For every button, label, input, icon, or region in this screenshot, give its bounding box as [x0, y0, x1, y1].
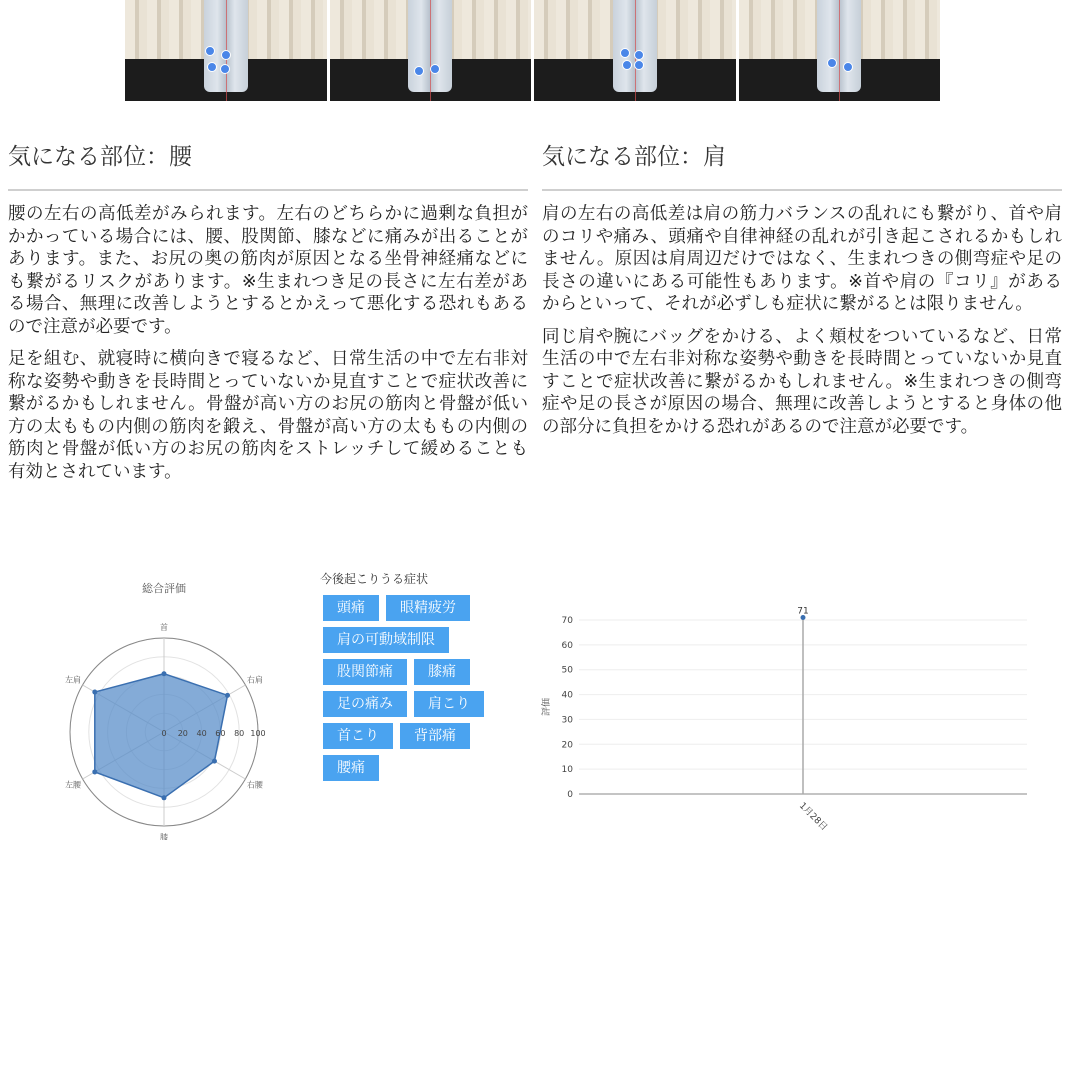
- radar-tick-label: 0: [161, 729, 167, 738]
- symptom-tag-list: [320, 595, 510, 787]
- posture-photo: [739, 0, 941, 101]
- radar-point: [162, 795, 167, 800]
- posture-photo: [125, 0, 327, 101]
- section-paragraph: 同じ肩や腕にバッグをかける、よく頬杖をついているなど、日常生活の中で左右非対称な姿勢や動きを長時間とっていないか見直すことで症状改善に繋がるかもしれません。※生まれつきの側弯症や足の長さが原因の場合、無理に改善しようとすると身体の他の部分に負担をかける恐れがあるので注意が必要です。: [542, 326, 1062, 437]
- symptom-tag: 肩の可動域制限: [323, 627, 449, 653]
- symptoms-panel: [320, 570, 510, 787]
- posture-photo: [330, 0, 532, 101]
- concern-section-waist: [8, 138, 528, 493]
- symptom-tag: 股関節痛: [323, 659, 407, 685]
- overall-evaluation-radar: [50, 575, 290, 840]
- radar-point: [92, 690, 97, 695]
- y-tick-label: 10: [561, 765, 573, 776]
- radar-tick-label: 100: [250, 729, 266, 738]
- symptom-tag: 肩こり: [414, 691, 484, 717]
- symptoms-title: 今後起こりうる症状: [320, 572, 429, 586]
- y-tick-label: 60: [561, 640, 573, 651]
- radar-tick-label: 60: [215, 729, 226, 738]
- symptom-tag: 足の痛み: [323, 691, 407, 717]
- radar-point: [92, 769, 97, 774]
- radar-axis-label: 右腰: [246, 780, 263, 790]
- symptom-tag: 眼精疲労: [386, 595, 470, 621]
- radar-tick-label: 80: [234, 729, 245, 738]
- section-title: 気になる部位：肩: [542, 138, 1062, 191]
- radar-axis-label: 首: [160, 623, 168, 632]
- y-tick-label: 0: [567, 790, 573, 800]
- radar-axis-label: 右肩: [246, 675, 263, 685]
- symptom-tag: 膝痛: [414, 659, 470, 685]
- symptom-tag: 頭痛: [323, 595, 379, 621]
- section-body: [542, 203, 1062, 438]
- radar-axis-label: 膝: [160, 833, 168, 840]
- symptom-tag: 腰痛: [323, 755, 379, 781]
- radar-tick-label: 40: [196, 729, 207, 738]
- y-tick-label: 50: [561, 665, 573, 676]
- section-paragraph: 足を組む、就寝時に横向きで寝るなど、日常生活の中で左右非対称な姿勢や動きを長時間とっていないか見直すことで症状改善に繋がるかもしれません。骨盤が高い方のお尻の筋肉と骨盤が低い方の太ももの内側の筋肉を鍛え、骨盤が高い方の太ももの内側の筋肉と骨盤が低い方のお尻の筋肉をストレッチして緩めることも有効とされています。: [8, 349, 528, 482]
- section-body: [8, 203, 528, 483]
- radar-axis-label: 左腰: [65, 780, 82, 790]
- radar-point: [162, 671, 167, 676]
- radar-axis-label: 左肩: [65, 675, 82, 685]
- x-tick-label: 1月28日: [796, 801, 829, 834]
- radar-point: [212, 759, 217, 764]
- data-label: 71: [797, 606, 809, 617]
- evaluation-history-chart: [535, 598, 1035, 838]
- radar-tick-label: 20: [177, 729, 188, 738]
- section-paragraph: 腰の左右の高低差がみられます。左右のどちらかに過剰な負担がかかっている場合には、腰、股関節、膝などに痛みが出ることがあります。また、お尻の奥の筋肉が原因となる坐骨神経痛などにも繋がるリスクがあります。※生まれつき足の長さに左右差がある場合、無理に改善しようとするとかえって悪化する恐れもあるので注意が必要です。: [8, 204, 528, 337]
- section-title: 気になる部位：腰: [8, 138, 528, 191]
- posture-photo-strip: [125, 0, 940, 101]
- symptom-tag: 背部痛: [400, 723, 470, 749]
- y-axis-label: 評価: [542, 697, 552, 717]
- y-tick-label: 40: [561, 690, 573, 701]
- posture-photo: [534, 0, 736, 101]
- y-tick-label: 30: [561, 715, 573, 726]
- concern-section-shoulder: [542, 138, 1062, 448]
- radar-point: [225, 693, 230, 698]
- y-tick-label: 70: [561, 616, 573, 626]
- symptom-tag: 首こり: [323, 723, 393, 749]
- y-tick-label: 20: [561, 740, 573, 751]
- section-paragraph: 肩の左右の高低差は肩の筋力バランスの乱れにも繋がり、首や肩のコリや痛み、頭痛や自律神経の乱れが引き起こされるかもしれません。原因は肩周辺だけではなく、生まれつきの側弯症や足の長さの違いにある可能性もあります。※首や肩の『コリ』があるからといって、それが必ずしも症状に繋がるとは限りません。: [542, 204, 1062, 314]
- radar-title: 総合評価: [142, 582, 186, 595]
